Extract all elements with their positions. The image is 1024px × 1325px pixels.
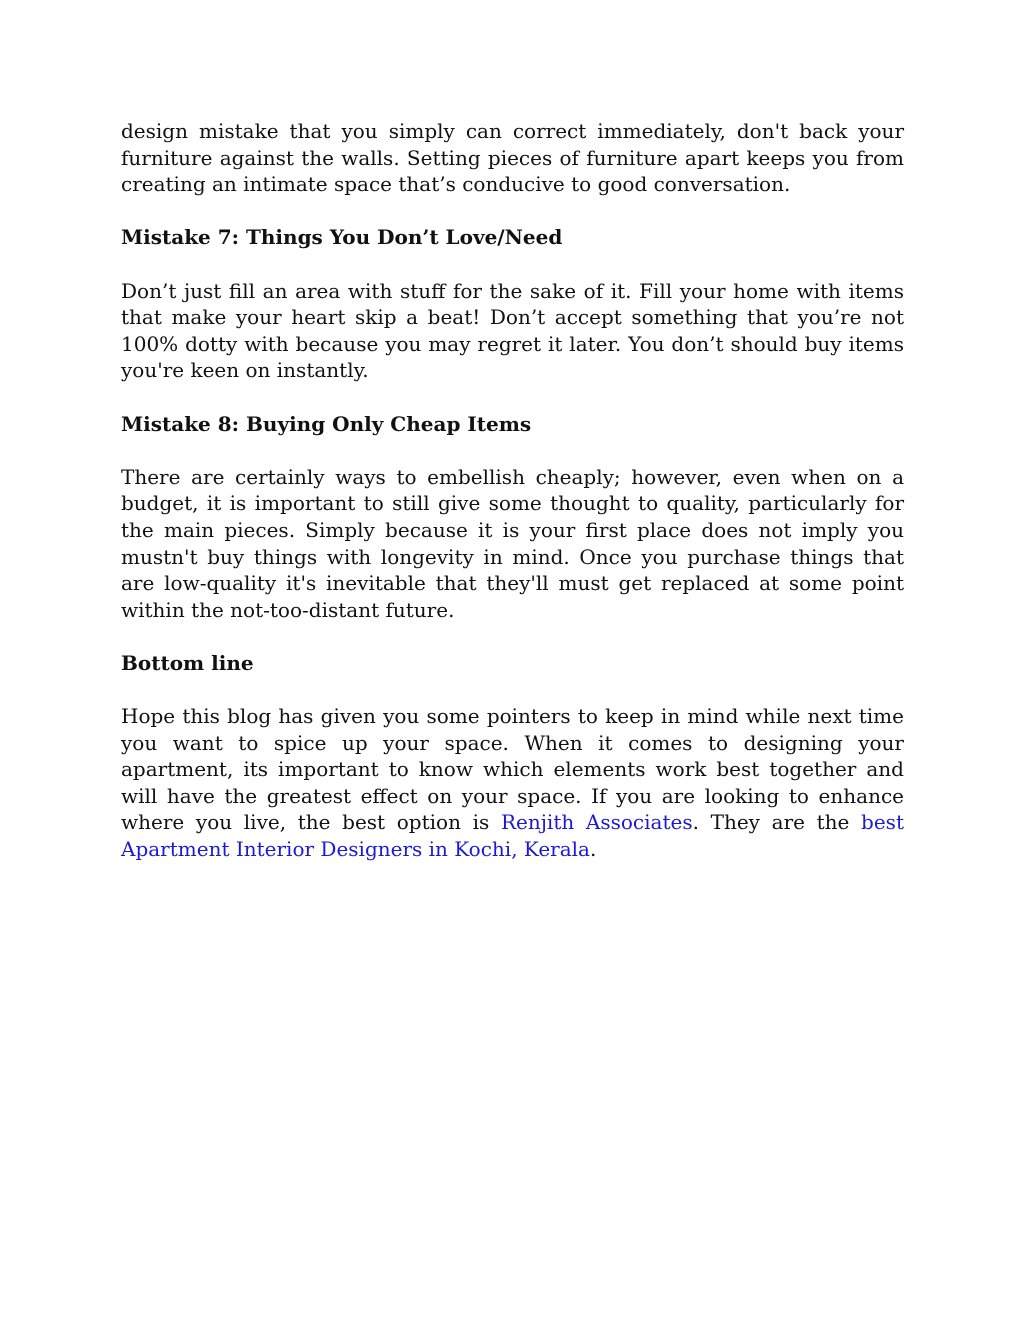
mistake-8-heading: Mistake 8: Buying Only Cheap Items: [121, 411, 532, 436]
document-page: [121, 118, 904, 889]
mistake-7-paragraph: Don’t just fill an area with stuff for the sake of it. Fill your home with items that make your heart skip a beat! Don’t accept something that you’re not 100% dotty with because you may regret it later. You don’t should buy items you're keen on instantly.: [121, 278, 904, 383]
bottom-line-text-2: . They are the: [692, 810, 862, 835]
intro-paragraph: design mistake that you simply can correct immediately, don't back your furniture against the walls. Setting pieces of furniture apart keeps you from creating an intimate space that’s conducive to good conversation.: [121, 119, 904, 197]
mistake-7-heading: Mistake 7: Things You Don’t Love/Need: [121, 225, 563, 250]
bottom-line-text-1: Hope this blog has given you some pointers to keep in mind while next time you want to spice up your space. When it comes to designing your apartment, its important to know which elements work best together and will have the greatest effect on your space. If you are looking to enhance where you live, the best option is: [121, 704, 904, 835]
interior-designers-link[interactable]: best Apartment Interior Designers in Kochi, Kerala: [121, 810, 904, 862]
bottom-line-paragraph: [121, 703, 904, 863]
mistake-8-paragraph: There are certainly ways to embellish cheaply; however, even when on a budget, it is important to still give some thought to quality, particularly for the main pieces. Simply because it is your first place does not imply you mustn't buy things with longevity in mind. Once you purchase things that are low-quality it's inevitable that they'll must get replaced at some point within the not-too-distant future.: [121, 464, 904, 622]
bottom-line-heading: Bottom line: [121, 650, 254, 675]
bottom-line-text-3: .: [589, 837, 597, 862]
renjith-associates-link[interactable]: Renjith Associates: [500, 810, 693, 835]
